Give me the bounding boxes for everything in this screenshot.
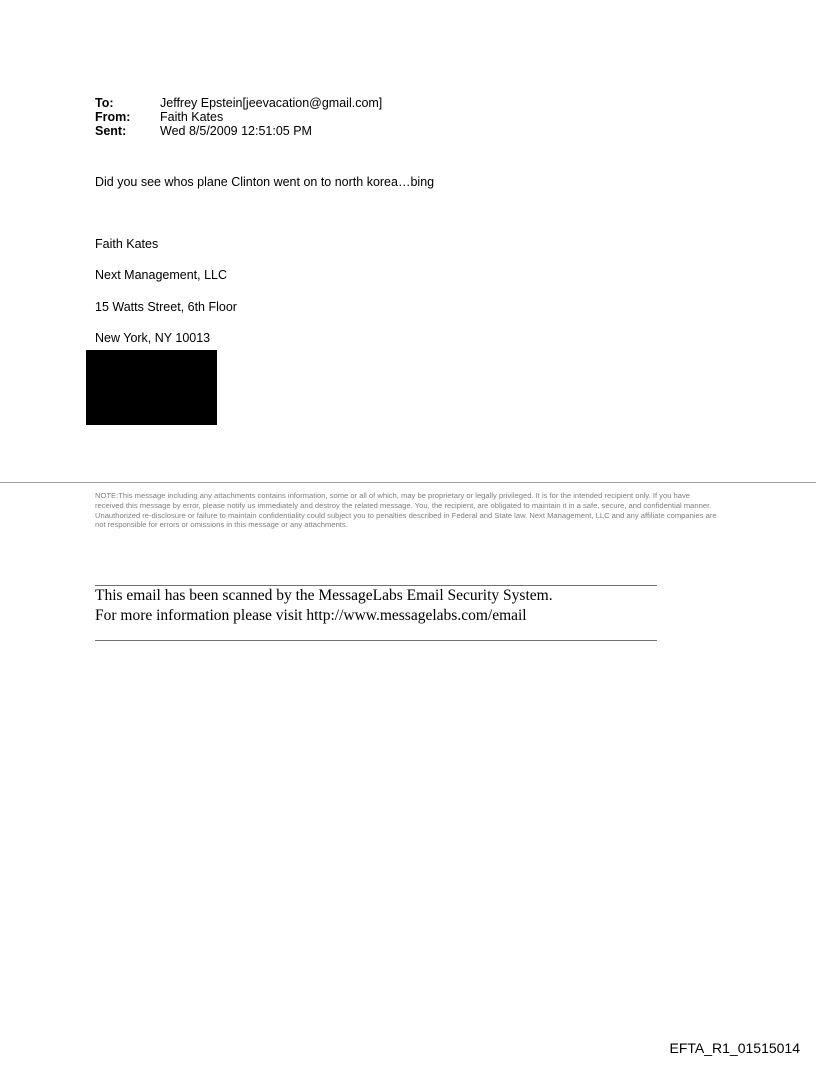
sent-row xyxy=(95,124,382,138)
signature-name: Faith Kates xyxy=(95,237,159,251)
document-id: EFTA_R1_01515014 xyxy=(669,1040,800,1056)
scan-notice-bottom-rule xyxy=(95,640,657,641)
from-value: Faith Kates xyxy=(160,110,224,124)
to-label: To: xyxy=(95,96,114,110)
redaction-box xyxy=(86,350,217,425)
email-body: Did you see whos plane Clinton went on to north korea…bing xyxy=(95,175,435,189)
signature-company: Next Management, LLC xyxy=(95,268,228,282)
sent-label: Sent: xyxy=(95,124,127,138)
signature-address-line1: 15 Watts Street, 6th Floor xyxy=(95,300,237,314)
to-row xyxy=(95,96,382,110)
email-header xyxy=(95,96,382,138)
sent-value: Wed 8/5/2009 12:51:05 PM xyxy=(160,124,312,138)
scan-notice-line2: For more information please visit http://www.messagelabs.com/email xyxy=(95,607,527,624)
divider-rule xyxy=(0,482,816,483)
from-label: From: xyxy=(95,110,131,124)
scan-notice-line1: This email has been scanned by the MessageLabs Email Security System. xyxy=(95,587,553,604)
from-row xyxy=(95,110,382,124)
scan-notice xyxy=(95,586,553,626)
signature-address-line2: New York, NY 10013 xyxy=(95,331,211,345)
confidentiality-disclaimer: NOTE:This message including any attachments contains information, some or all of which, may be proprietary or legally privileged. It is for the intended recipient only. If you have received this message by error, please notify us immediately and destroy the related message. You, the recipient, are obligated to maintain it in a safe, secure, and confidential manner. Unauthorized re-disclosure or failure to maintain confidentiality could subject you to penalties described in Federal and State law. Next Management, LLC and any affiliate companies are not responsible for errors or omissions in this message or any attachments. xyxy=(95,491,717,530)
to-value: Jeffrey Epstein[jeevacation@gmail.com] xyxy=(160,96,383,110)
